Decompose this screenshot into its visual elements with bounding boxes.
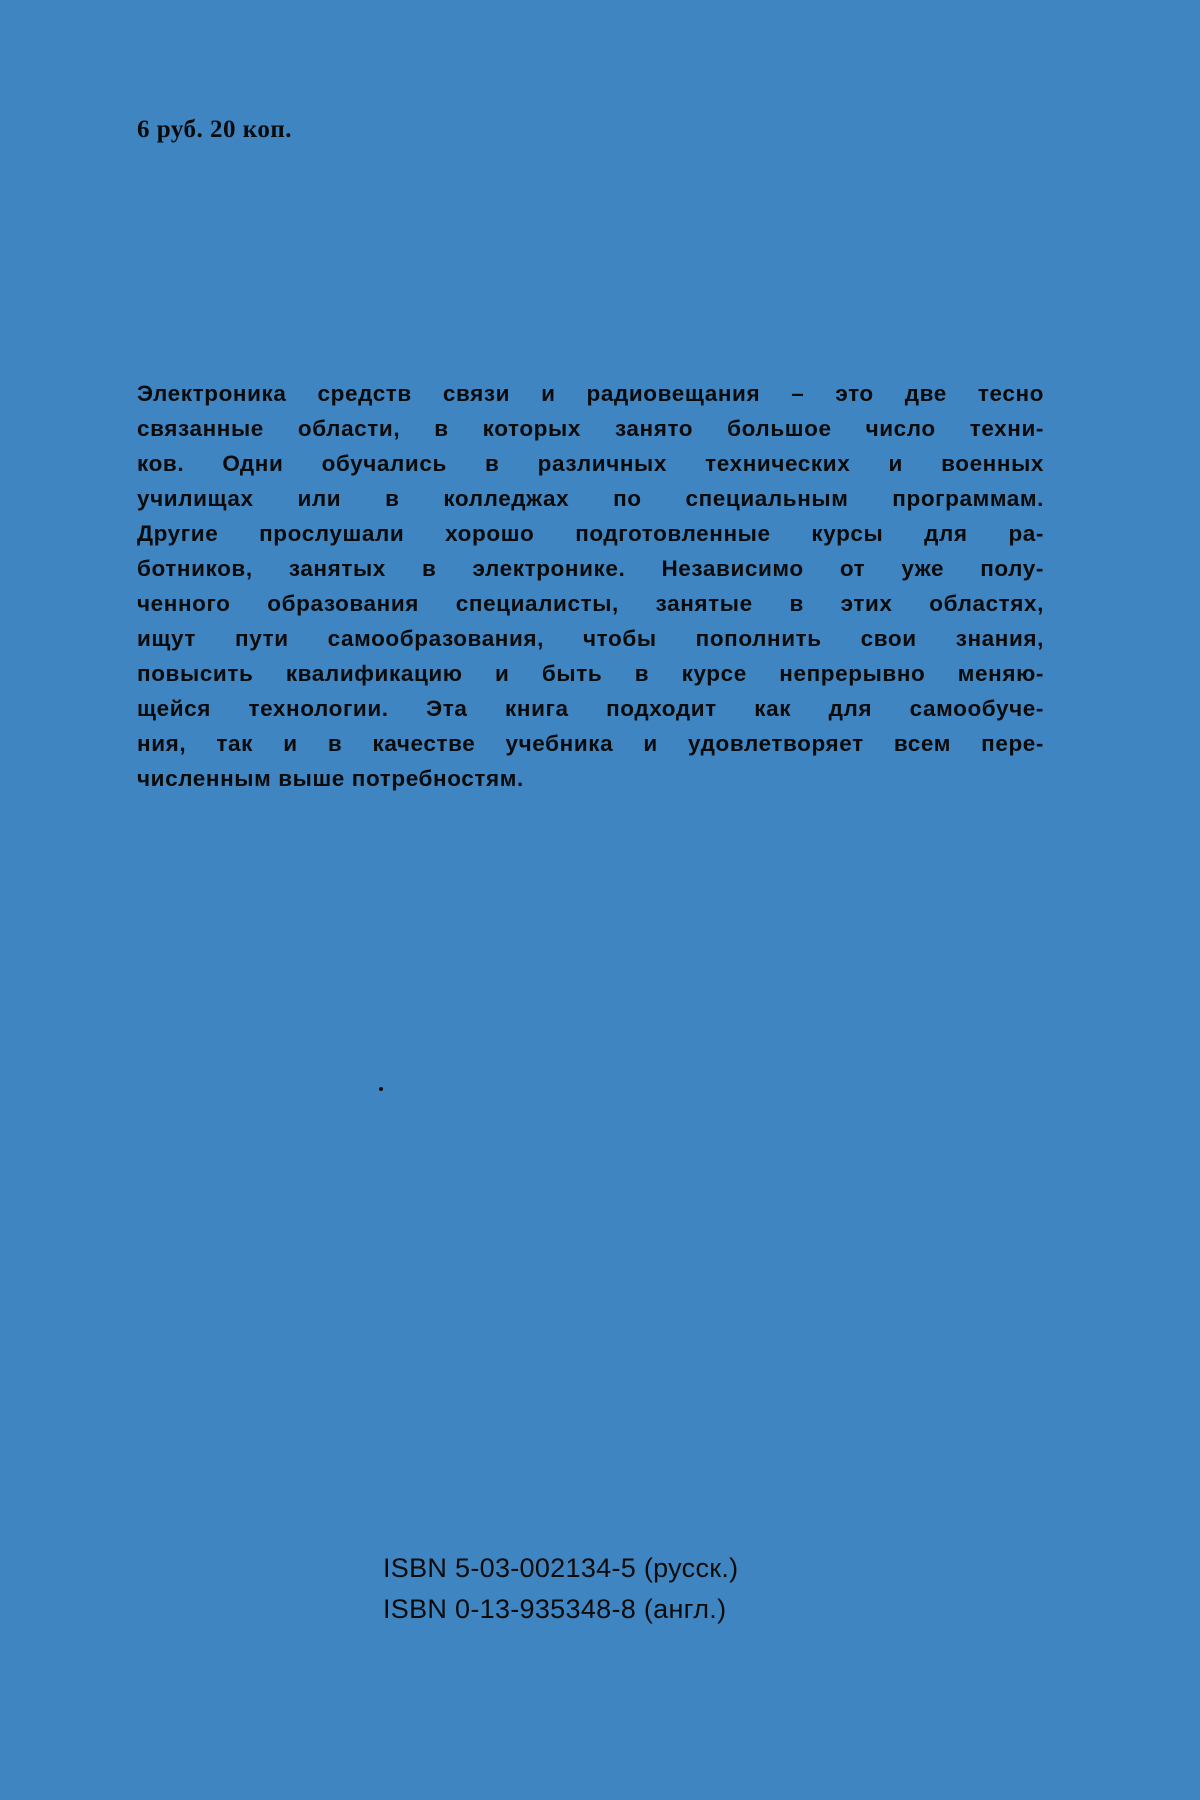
description-line: училищах или в колледжах по специальным программам. <box>137 486 1044 511</box>
description-line: повысить квалификацию и быть в курсе непрерывно меняю- <box>137 661 1044 686</box>
description-line: Электроника средств связи и радиовещания – это две тесно <box>137 381 1044 406</box>
price-label: 6 руб. 20 коп. <box>137 116 292 143</box>
description-line: щейся технологии. Эта книга подходит как для самообуче- <box>137 696 1044 721</box>
description-line: связанные области, в которых занято большое число техни- <box>137 416 1044 441</box>
description-line: ботников, занятых в электронике. Независимо от уже полу- <box>137 556 1044 581</box>
description-line: ченного образования специалисты, занятые в этих областях, <box>137 591 1044 616</box>
description-line: численным выше потребностям. <box>137 766 524 791</box>
isbn-block <box>383 1548 738 1630</box>
isbn-english: ISBN 0-13-935348-8 (англ.) <box>383 1594 727 1624</box>
description-line: ния, так и в качестве учебника и удовлетворяет всем пере- <box>137 731 1044 756</box>
isbn-russian: ISBN 5-03-002134-5 (русск.) <box>383 1553 739 1583</box>
description-line: ков. Одни обучались в различных технических и военных <box>137 451 1044 476</box>
print-speck <box>379 1087 383 1091</box>
description-paragraph <box>137 376 1044 796</box>
description-line: Другие прослушали хорошо подготовленные курсы для ра- <box>137 521 1044 546</box>
description-line: ищут пути самообразования, чтобы пополнить свои знания, <box>137 626 1044 651</box>
